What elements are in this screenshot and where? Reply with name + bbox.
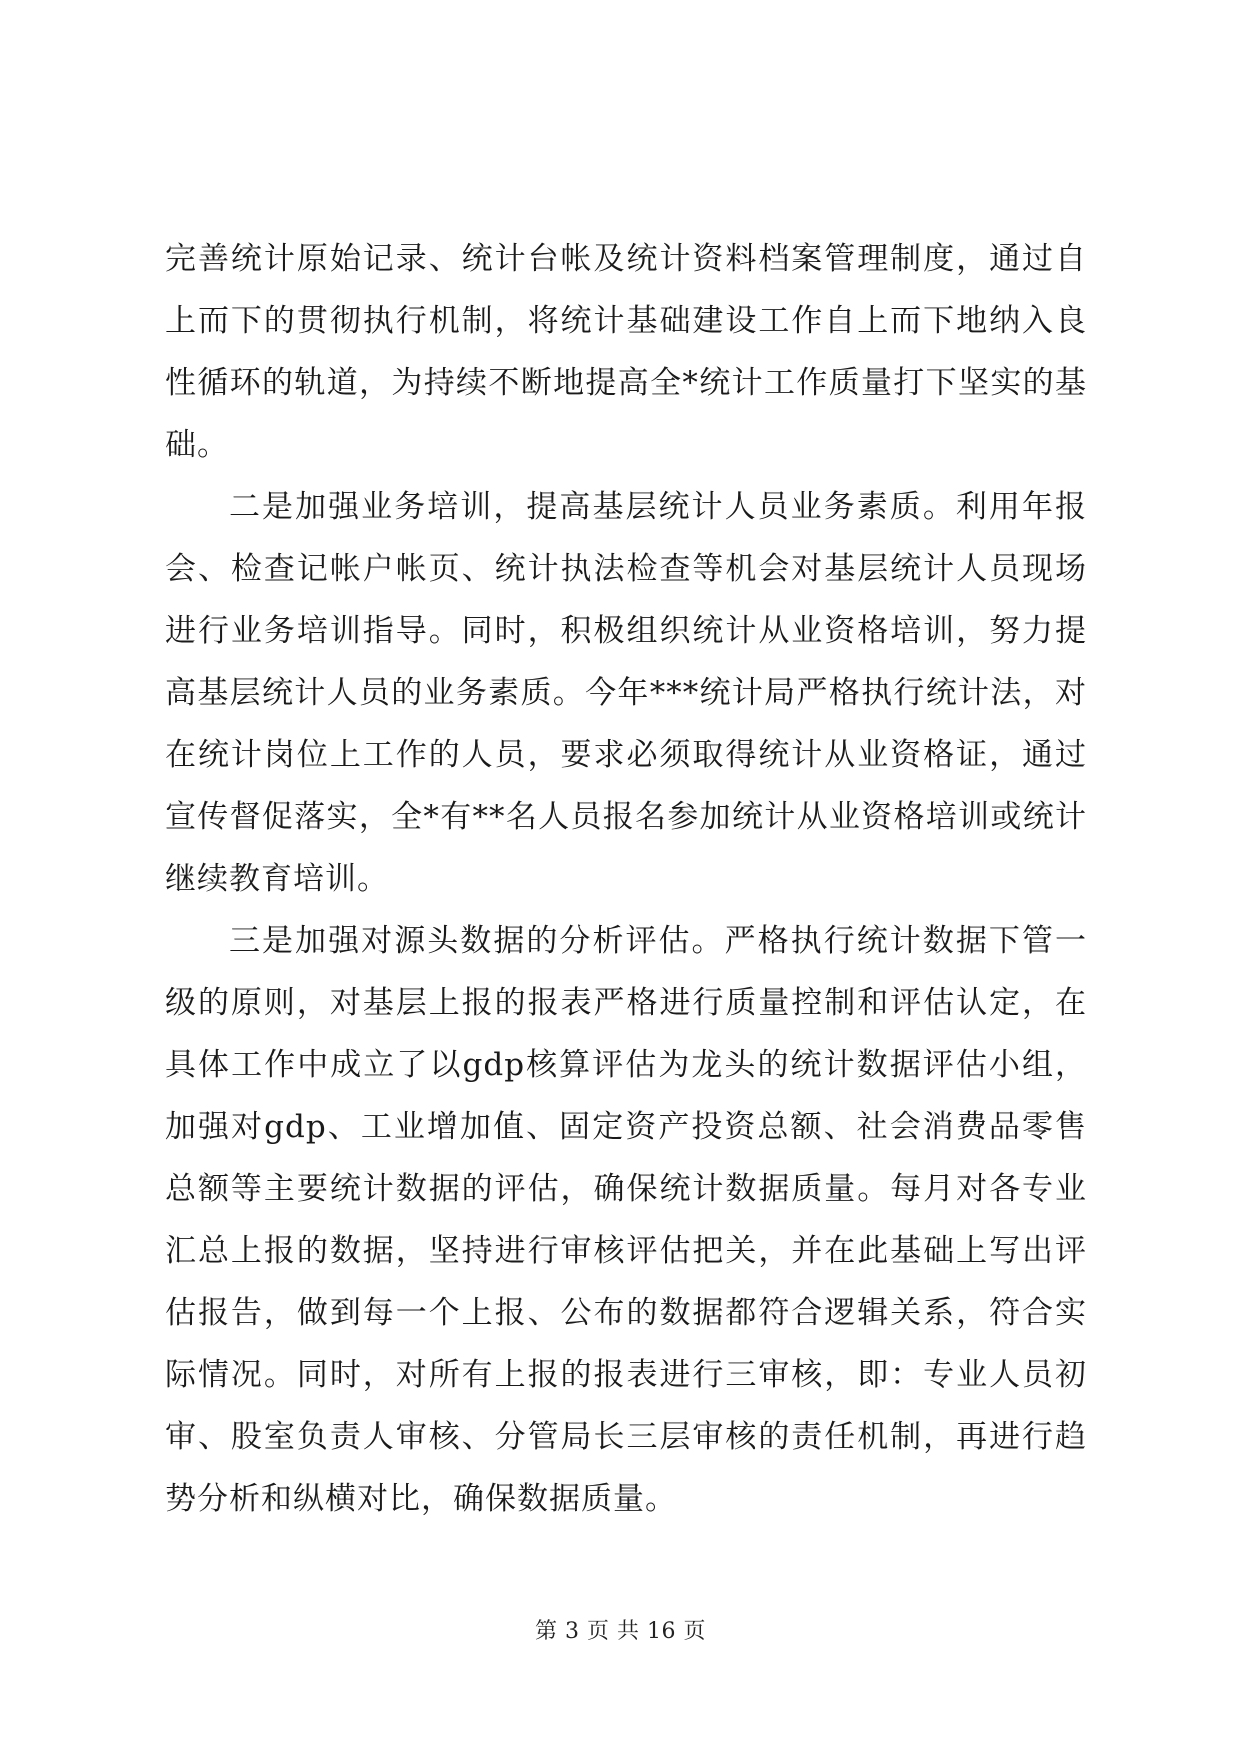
paragraph-3: 三是加强对源头数据的分析评估。严格执行统计数据下管一级的原则，对基层上报的报表严格进行质量控制和评估认定，在具体工作中成立了以gdp核算评估为龙头的统计数据评估小组，加强对gdp、工业增加值、固定资产投资总额、社会消费品零售总额等主要统计数据的评估，确保统计数据质量。每月对各专业汇总上报的数据，坚持进行审核评估把关，并在此基础上写出评估报告，做到每一个上报、公布的数据都符合逻辑关系，符合实际情况。同时，对所有上报的报表进行三审核，即：专业人员初审、股室负责人审核、分管局长三层审核的责任机制，再进行趋势分析和纵横对比，确保数据质量。 [165, 923, 1087, 1517]
body-text [165, 228, 1087, 1530]
paragraph-2: 二是加强业务培训，提高基层统计人员业务素质。利用年报会、检查记帐户帐页、统计执法检查等机会对基层统计人员现场进行业务培训指导。同时，积极组织统计从业资格培训，努力提高基层统计人员的业务素质。今年***统计局严格执行统计法，对在统计岗位上工作的人员，要求必须取得统计从业资格证，通过宣传督促落实，全*有**名人员报名参加统计从业资格培训或统计继续教育培训。 [165, 489, 1087, 897]
page-number-footer: 第 3 页 共 16 页 [535, 1619, 706, 1644]
paragraph-1: 完善统计原始记录、统计台帐及统计资料档案管理制度，通过自上而下的贯彻执行机制，将统计基础建设工作自上而下地纳入良性循环的轨道，为持续不断地提高全*统计工作质量打下坚实的基础。 [165, 241, 1087, 463]
